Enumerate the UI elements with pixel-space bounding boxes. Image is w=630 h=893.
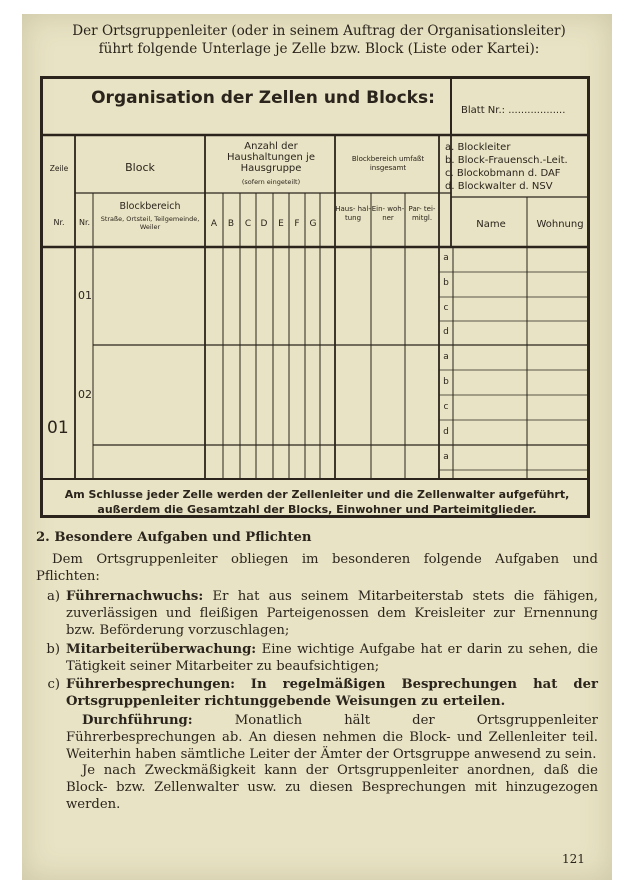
- hausgruppe-a-header: A: [210, 219, 218, 229]
- item-term: Führernachwuchs:: [66, 589, 204, 605]
- col-anzahl-subheader: (sofern eingeteilt): [241, 178, 301, 186]
- leiter-legend-c: c. Blockobmann d. DAF: [445, 168, 561, 179]
- col-block-header: Block: [125, 161, 155, 174]
- row-letter: a: [443, 352, 449, 362]
- form-title: Organisation der Zellen und Blocks:: [91, 88, 435, 108]
- leiter-legend-d: d. Blockwalter d. NSV: [445, 181, 553, 192]
- intro-line-2: führt folgende Unterlage je Zelle bzw. Block (Liste oder Kartei):: [98, 41, 540, 57]
- item-term: Führerbesprechungen:: [66, 677, 236, 693]
- item-text: Er hat aus seinem Mitarbeiterstab stets die fähigen, zuverlässigen und fleißigen Parteigenossen dem Kreisleiter zur Ernennung bzw. Beförderung vorzuschlagen;: [66, 589, 598, 638]
- footnote-line-1: Am Schlusse jeder Zelle werden der Zellenleiter und die Zellenwalter aufgeführt,: [64, 488, 570, 501]
- item-term: Mitarbeiterüberwachung:: [66, 641, 257, 657]
- hausgruppe-e-header: E: [278, 219, 284, 229]
- section-intro: Dem Ortsgruppenleiter obliegen im besonderen folgende Aufgaben und Pflichten:: [36, 551, 598, 584]
- sub-header-zeile-nr: Nr.: [53, 218, 65, 227]
- blatt-nr-label: Blatt Nr.: ..................: [461, 105, 566, 116]
- page-number: 121: [562, 852, 585, 866]
- col-zeile-header: Zeile: [49, 164, 69, 173]
- leiter-legend-a: a. Blockleiter: [445, 142, 511, 153]
- organisation-form-table: [40, 76, 590, 518]
- sub-header-einwohner: Ein- woh- ner: [371, 205, 405, 222]
- durchfuehrung-term: Durchführung:: [82, 712, 193, 728]
- sub-header-name: Name: [476, 219, 506, 230]
- list-item: [36, 642, 598, 676]
- sub-header-blockbereich: Blockbereich: [119, 201, 181, 212]
- item-marker: a): [46, 589, 60, 605]
- item-marker: c): [47, 677, 60, 693]
- col-blockbereich-header: Blockbereich umfaßt insgesamt: [351, 155, 425, 172]
- row-letter: d: [443, 427, 449, 437]
- durchfuehrung-text: Monatlich hält der Ortsgruppenleiter Führerbesprechungen ab. An diesen nehmen die Block- und Zellenleiter teil. Weiterhin haben sämtliche Leiter der Ämter der Ortsgruppe anwesend zu sein.: [66, 712, 598, 762]
- row-letter: b: [443, 278, 449, 288]
- section-heading: 2. Besondere Aufgaben und Pflichten: [36, 530, 312, 545]
- hausgruppe-d-header: D: [260, 219, 268, 229]
- row-letter: a: [443, 253, 449, 263]
- row-letter: a: [443, 452, 449, 462]
- durchfuehrung-paragraph: [36, 713, 598, 763]
- closing-paragraph: Je nach Zweckmäßigkeit kann der Ortsgruppenleiter anordnen, daß die Block- bzw. Zellenwalter usw. zu diesen Besprechungen mit hinzugezogen werden.: [66, 763, 598, 812]
- sub-header-haushaltung: Haus- hal- tung: [335, 205, 371, 222]
- item-text: Eine wichtige Aufgabe hat er darin zu sehen, die Tätigkeit seiner Mitarbeiter zu beaufsichtigen;: [66, 641, 598, 674]
- item-text: In regelmäßigen Besprechungen hat der Ortsgruppenleiter richtunggebende Weisungen zu erteilen.: [66, 677, 598, 710]
- item-marker: b): [46, 641, 60, 657]
- hausgruppe-f-header: F: [294, 219, 300, 229]
- list-item: [36, 589, 598, 639]
- intro-line-1: Der Ortsgruppenleiter (oder in seinem Auftrag der Organisationsleiter): [72, 23, 566, 39]
- sub-header-parteimitglieder: Par- tei- mitgl.: [408, 205, 436, 222]
- section-text: [36, 530, 598, 814]
- row-letter: d: [443, 327, 449, 337]
- sub-header-wohnung: Wohnung: [536, 219, 584, 230]
- zeile-number: 01: [47, 418, 69, 438]
- hausgruppe-b-header: B: [227, 219, 235, 229]
- hausgruppe-g-header: G: [309, 219, 317, 229]
- col-leiter-legend: [445, 141, 590, 193]
- book-page: [22, 14, 612, 880]
- sub-header-block-nr: Nr.: [78, 218, 91, 227]
- row-letter: b: [443, 377, 449, 387]
- sub-header-blockbereich-detail: Straße, Ortsteil, Teilgemeinde, Weiler: [100, 215, 200, 231]
- block-number: 02: [78, 388, 92, 401]
- list-item: [36, 677, 598, 711]
- intro-text: [36, 22, 602, 58]
- col-anzahl-header: Anzahl der Haushaltungen je Hausgruppe: [227, 141, 315, 174]
- block-number: 01: [78, 289, 92, 302]
- hausgruppe-c-header: C: [244, 219, 252, 229]
- row-letter: c: [443, 303, 449, 313]
- table-footnote: [47, 487, 587, 517]
- row-letter: c: [443, 402, 449, 412]
- leiter-legend-b: b. Block-Frauensch.-Leit.: [445, 155, 568, 166]
- footnote-line-2: außerdem die Gesamtzahl der Blocks, Einwohner und Parteimitglieder.: [97, 503, 537, 516]
